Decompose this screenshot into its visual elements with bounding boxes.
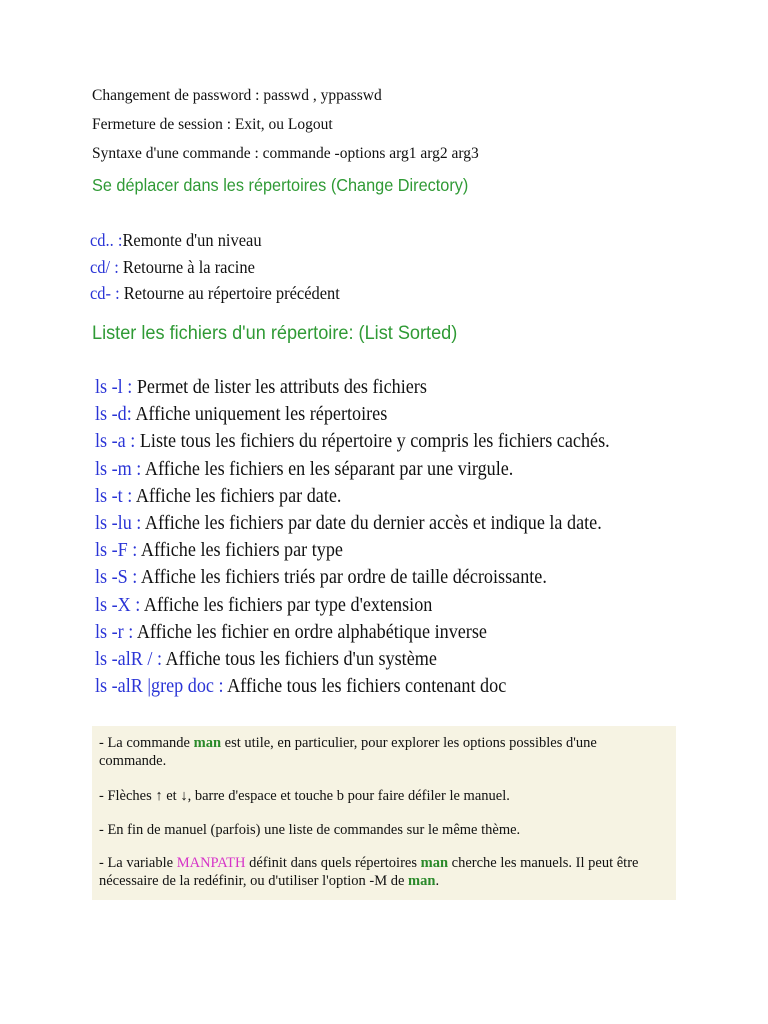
cd-description: Remonte d'un niveau [122, 230, 262, 250]
ls-item [95, 646, 610, 673]
note-text: définit dans quels répertoires [245, 855, 421, 871]
note-text: - Flèches ↑ et ↓, barre d'espace et touche b pour faire défiler le manuel. [99, 788, 510, 804]
ls-description: Affiche les fichier en ordre alphabétique inverse [136, 621, 487, 643]
ls-command-list [95, 374, 648, 700]
manpath-variable: MANPATH [176, 855, 246, 871]
cd-description: Retourne à la racine [122, 256, 255, 277]
ls-description: Affiche les fichiers par date. [135, 485, 342, 507]
cd-item [90, 254, 340, 281]
ls-command: ls -r : [95, 621, 134, 643]
cd-command: cd/ : [90, 256, 119, 277]
ls-command: ls -S : [95, 567, 138, 589]
man-note-3 [99, 822, 667, 840]
intro-password-line: Changement de password : passwd , yppasswd [92, 87, 382, 104]
cd-command: cd.. : [90, 230, 123, 250]
ls-item [95, 537, 610, 564]
ls-description: Affiche uniquement les répertoires [135, 404, 388, 426]
man-note-2 [99, 788, 667, 806]
ls-command: ls -d: [95, 404, 132, 426]
ls-command: ls -alR |grep doc : [95, 676, 224, 698]
ls-item [95, 374, 610, 401]
ls-description: Permet de lister les attributs des fichiers [136, 377, 427, 398]
ls-description: Affiche les fichiers triés par ordre de taille décroissante. [140, 567, 547, 589]
ls-item [95, 456, 610, 483]
ls-item [95, 401, 610, 428]
cd-description: Retourne au répertoire précédent [123, 283, 340, 303]
cd-item [90, 280, 340, 307]
ls-item [95, 564, 610, 591]
man-keyword: man [408, 872, 436, 889]
note-text: cherche les manuels. Il peut être nécessaire de la redéfinir, ou d'utiliser l'option -M de [99, 855, 639, 889]
ls-command: ls -lu : [95, 513, 142, 535]
ls-item [95, 619, 610, 646]
ls-command: ls -l : [95, 377, 133, 398]
note-text: . [435, 872, 440, 889]
note-text: est utile, en particulier, pour explorer les options possibles d'une commande. [99, 735, 597, 769]
intro-logout-line: Fermeture de session : Exit, ou Logout [92, 116, 333, 133]
cd-item [90, 227, 340, 254]
man-note-1 [99, 735, 667, 770]
ls-description: Liste tous les fichiers du répertoire y compris les fichiers cachés. [139, 431, 610, 453]
ls-description: Affiche les fichiers par date du dernier accès et indique la date. [144, 513, 602, 535]
man-notes-box [92, 726, 676, 900]
ls-item [95, 510, 610, 537]
ls-item [95, 592, 610, 619]
ls-command: ls -F : [95, 540, 138, 562]
ls-command: ls -alR / : [95, 649, 163, 671]
man-keyword: man [193, 735, 222, 751]
ls-description: Affiche les fichiers par type [140, 540, 343, 562]
ls-item [95, 483, 610, 510]
cd-command: cd- : [90, 283, 120, 303]
ls-item [95, 428, 610, 455]
ls-section-heading: Lister les fichiers d'un répertoire: (List Sorted) [92, 322, 458, 344]
ls-command: ls -X : [95, 594, 141, 616]
note-text: - La variable [99, 855, 177, 871]
ls-description: Affiche les fichiers en les séparant par une virgule. [144, 458, 514, 480]
cd-section-heading: Se déplacer dans les répertoires (Change Directory) [92, 175, 469, 195]
ls-command: ls -m : [95, 458, 142, 480]
note-text: - La commande [99, 735, 194, 751]
note-text: - En fin de manuel (parfois) une liste de commandes sur le même thème. [99, 821, 521, 838]
intro-syntax-line: Syntaxe d'une commande : commande -options arg1 arg2 arg3 [92, 145, 479, 162]
ls-description: Affiche tous les fichiers contenant doc [227, 676, 507, 698]
man-keyword: man [420, 855, 449, 871]
cd-command-list [90, 227, 356, 307]
ls-item [95, 673, 610, 700]
ls-command: ls -a : [95, 431, 136, 453]
ls-command: ls -t : [95, 485, 133, 507]
ls-description: Affiche tous les fichiers d'un système [165, 649, 437, 671]
man-note-4 [99, 855, 667, 890]
ls-description: Affiche les fichiers par type d'extension [143, 594, 433, 616]
